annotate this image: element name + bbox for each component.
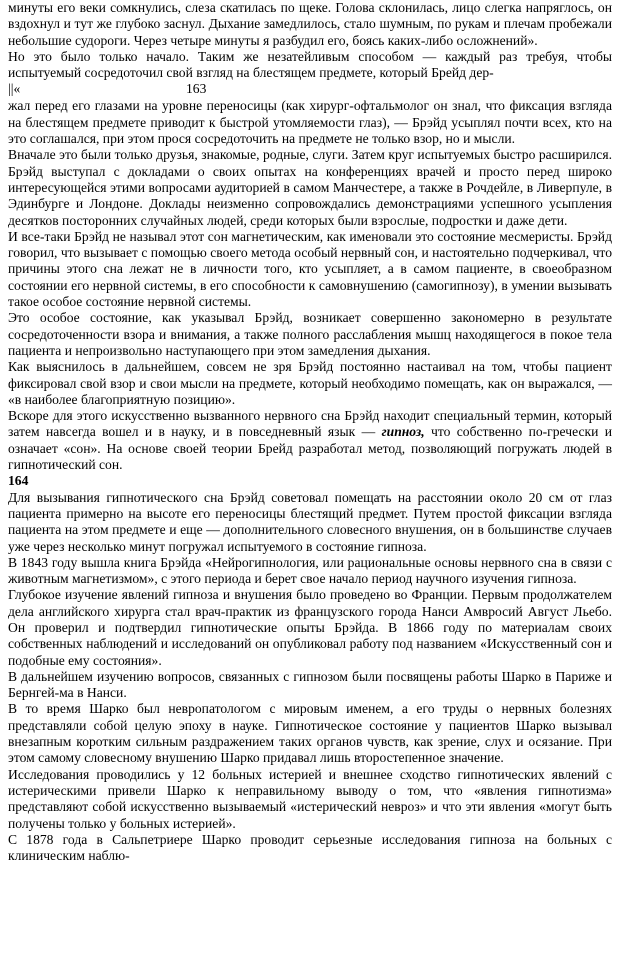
- paragraph-6: Это особое состояние, как указывал Брэйд, возникает совершенно закономерно в результате сосредоточенности взора и внимания, а также полного расслабления мышц находящегося в покое тела пациента и непроизвольно наступающего при этом замедления дыхания.: [8, 310, 612, 358]
- paragraph-3: жал перед его глазами на уровне переносицы (как хирург-офтальмолог он знал, что фиксация взгляда на блестящем предмете приводит к быстрой утомляемости глаз), — Брэйд усыплял почти всех, кто на это соглашался, при этом прося сосредоточить на предмете не только взор, но и мысли.: [8, 98, 612, 147]
- paragraph-8: [8, 408, 612, 473]
- term-hypnosis: гипноз,: [381, 424, 425, 440]
- paragraph-2: Но это было только начало. Таким же незатейливым способом — каждый раз требуя, чтобы испытуемый сосредоточил свой взгляд на блестящем предмете, который Брейд дер-: [8, 48, 612, 81]
- paragraph-12: В дальнейшем изучению вопросов, связанных с гипнозом были посвящены работы Шарко в Париже и Бернгей-ма в Нанси.: [8, 668, 612, 701]
- paragraph-11: Глубокое изучение явлений гипноза и внушения было проведено во Франции. Первым продолжателем дела английского хирурга стал врач-практик из французского города Нанси Амвросий Август Льебо. Он проверил и подтвердил гипнотические опыты Брэйда. В 1866 году по материалам своих собственных наблюдений и исследований он опубликовал работу под названием «Искусственный сон и подобные ему состояния».: [8, 587, 612, 668]
- paragraph-10: В 1843 году вышла книга Брэйда «Нейрогипнология, или рациональные основы нервного сна в связи с животным магнетизмом», с этого периода и берет свое начало период научного изучения гипноза.: [8, 554, 612, 587]
- paragraph-8-text-b: что собственно по-гречески и означает «сон». На основе своей теории Брейд разработал метод, позволяющий погружать людей в гипнотический сон.: [8, 424, 612, 473]
- paragraph-8-text-a: Вскоре для этого искусственно вызванного нервного сна Брэйд находит специальный термин, который затем навсегда вошел и в науку, и в повседневный язык —: [8, 408, 612, 440]
- paragraph-15: С 1878 года в Сальпетриере Шарко проводит серьезные исследования гипноза на больных с клиническим наблю-: [8, 831, 612, 864]
- page-marker-symbol: ||«: [8, 81, 21, 97]
- paragraph-7: Как выяснилось в дальнейшем, совсем не зря Брэйд постоянно настаивал на том, чтобы пациент фиксировал свой взор и свои мысли на предмете, который необходимо помещать, как он выражался, — «в наиболее благоприятную позицию».: [8, 359, 612, 407]
- paragraph-5: И все-таки Брэйд не называл этот сон магнетическим, как именовали это состояние месмеристы. Брэйд говорил, что вызывает с помощью своего метода особый нервный сон, и настоятельно подчеркивал, что причины этого сна лежат не в личности того, кто усыпляет, а в самом пациенте, в своеобразном состоянии его нервной системы, в его способности к самовнушению (самогипнозу), в умении вызывать такое особое состояние нервной системы.: [8, 228, 612, 310]
- page-number: 164: [8, 473, 29, 489]
- page-marker-number: 163: [186, 81, 207, 97]
- paragraph-9: Для вызывания гипнотического сна Брэйд советовал помещать на расстоянии около 20 см от глаз пациента примерно на высоте его переносицы блестящий предмет. Путем простой фиксации взгляда пациента на этом предмете и еще — дополнительного словесного внушения, он в большинстве случаев уже через несколько минут погружал испытуемого в состояние гипноза.: [8, 489, 612, 554]
- document-page: [8, 0, 612, 864]
- paragraph-14: Исследования проводились у 12 больных истерией и внешнее сходство гипнотических явлений с истерическими привели Шарко к неправильному выводу о том, что «явления гипнотизма» представляют собой искусственно вызываемый «истерический невроз» и что эти явления «могут быть получены только у больных истерией».: [8, 766, 612, 831]
- paragraph-1: минуты его веки сомкнулись, слеза скатилась по щеке. Голова склонилась, лицо слегка напряглось, он вздохнул и тут же глубоко заснул. Дыхание замедлилось, стало шумным, по рукам и плечам пробежали небольшие судороги. Через четыре минуты я разбудил его, боясь каких-либо осложнений».: [8, 0, 612, 48]
- paragraph-13: В то время Шарко был невропатологом с мировым именем, а его труды о нервных болезнях представляли собой целую эпоху в науке. Гипнотическое состояние у пациентов Шарко вызывал внезапным коротким сильным раздражением таких органов чувств, как зрение, слух и осязание. При этом самому словесному внушению Шарко придавал лишь второстепенное значение.: [8, 701, 612, 766]
- page-break-marker: [8, 81, 612, 98]
- paragraph-4: Вначале это были только друзья, знакомые, родные, слуги. Затем круг испытуемых быстро расширился. Брэйд выступал с докладами о своих опытах на конференциях врачей и просто перед широко интересующейся этими вопросами аудиторией в самом Манчестере, а также в Рочдейле, в Ливерпуле, в Эдинбурге и Лондоне. Доклады неизменно сопровождались демонстрациями успешного усыпления десятков посторонних случайных людей, среди которых были взрослые, подростки и даже дети.: [8, 147, 612, 228]
